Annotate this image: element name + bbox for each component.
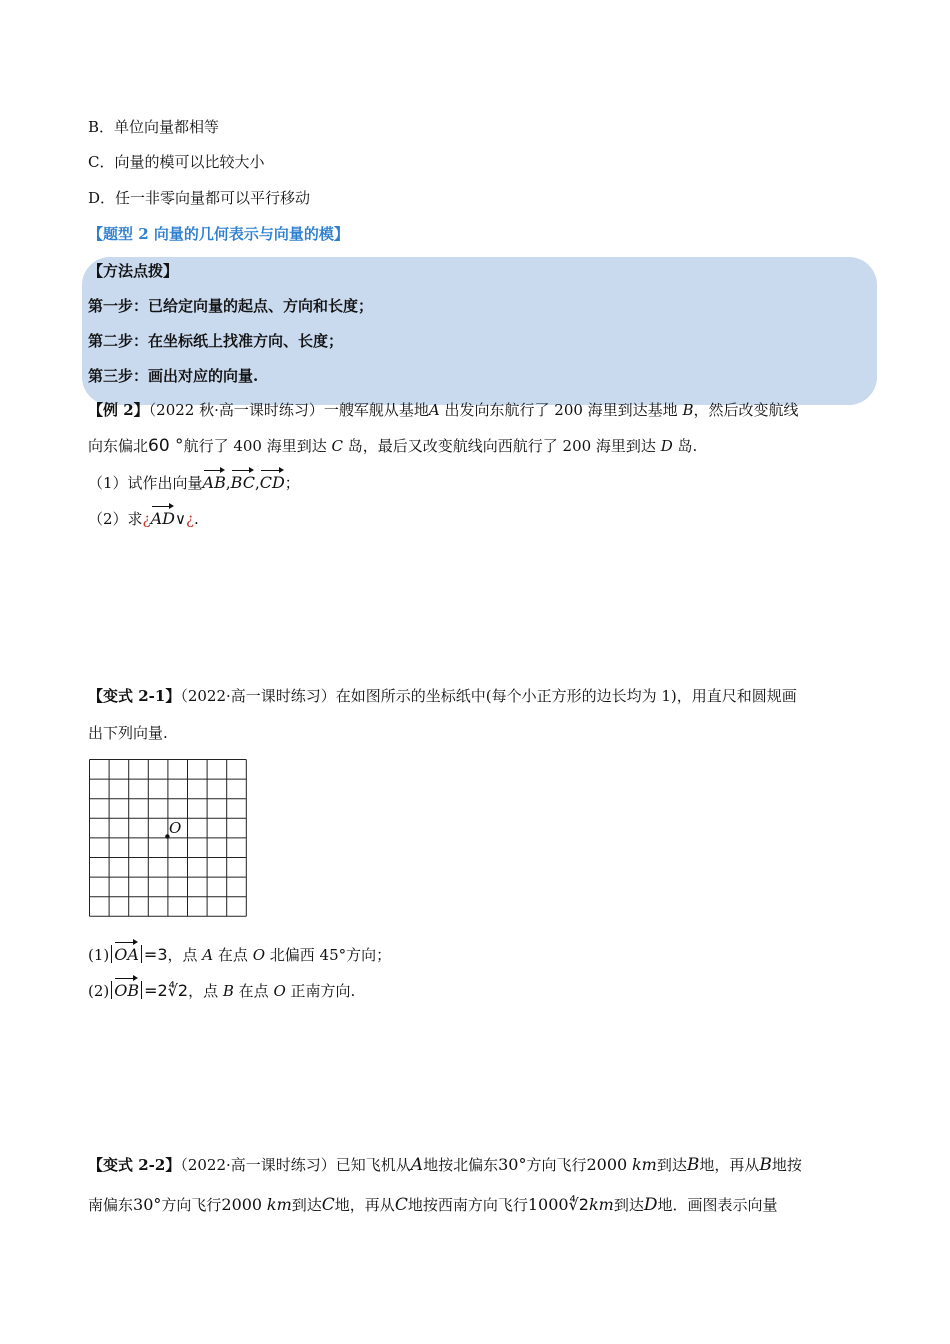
example2-line2	[88, 435, 697, 457]
text-run: =2	[144, 981, 168, 1000]
text-run: 在点	[233, 982, 274, 1000]
example2-line1	[88, 399, 799, 421]
text-run: B	[222, 982, 234, 1000]
text-run: 北偏西 45°方向；	[265, 946, 392, 964]
text-run: ，点	[167, 946, 203, 964]
example2-tag: 【例 2】	[88, 401, 149, 419]
text-run: 地按	[771, 1156, 802, 1174]
norm-bar	[111, 981, 112, 999]
variant22-line1	[88, 1154, 802, 1176]
text-run: B	[759, 1155, 772, 1175]
method-title: 【方法点拨】	[88, 262, 179, 280]
point-b: B	[682, 401, 694, 419]
coordinate-grid	[89, 759, 249, 917]
text-run: ，然后改变航线	[693, 401, 799, 419]
text-run: km	[631, 1155, 657, 1174]
text-run: 岛.	[672, 437, 698, 455]
point-d: D	[660, 437, 673, 455]
text-run: A	[202, 946, 214, 964]
glyph-odd: ¿	[185, 510, 195, 528]
variant22-line2	[88, 1194, 777, 1216]
text-run: ，点	[188, 982, 223, 1000]
text-run: .	[194, 510, 199, 528]
text-run: A	[410, 1155, 424, 1175]
text-run: ∜2	[568, 1195, 589, 1214]
variant21-line1	[88, 685, 797, 707]
text-run: 到达	[656, 1156, 687, 1174]
text-run: 地，再从	[699, 1156, 760, 1174]
text-run: 出发向东航行了 200 海里到达基地	[439, 401, 683, 419]
point-c: C	[331, 437, 343, 455]
text-run: D	[643, 1195, 658, 1215]
text-run: (1)	[88, 946, 110, 964]
text-run: =3	[143, 945, 168, 964]
text-run: ,	[225, 474, 231, 492]
text-run: O	[273, 982, 286, 1000]
variant21-tag: 【变式 2-1】	[88, 687, 181, 705]
text-run: C	[321, 1195, 335, 1215]
text-run: 航行了 400 海里到达	[183, 437, 332, 455]
section-heading: 【题型 2 向量的几何表示与向量的模】	[88, 225, 349, 243]
text-run: （2022·高一课时练习）在如图所示的坐标纸中(每个小正方形的边长均为 1)，用直尺和圆规画	[180, 687, 797, 705]
option-d: D．任一非零向量都可以平行移动	[88, 189, 311, 207]
fourth-root-2: ∜2	[167, 981, 189, 1000]
text-run: 在点	[213, 946, 253, 964]
example2-q2	[88, 508, 199, 530]
glyph-odd: ¿	[142, 510, 151, 528]
glyph-vee: ∨	[174, 510, 186, 528]
vector-ad: AD	[150, 509, 175, 528]
text-run: （1）试作出向量	[88, 474, 203, 492]
text-run: 正南方向.	[285, 982, 356, 1000]
variant21-item2	[88, 980, 355, 1002]
text-run: 地按北偏东	[423, 1156, 499, 1174]
text-run: 到达	[291, 1196, 322, 1214]
angle-60: 60 °	[148, 436, 184, 456]
method-step-3: 第三步：画出对应的向量.	[88, 367, 259, 385]
text-run: （2022·高一课时练习）已知飞机从	[180, 1156, 411, 1174]
example2-q1	[88, 472, 300, 494]
text-run: 地按西南方向飞行	[407, 1196, 528, 1214]
text-run: B	[686, 1155, 700, 1175]
text-run: 向东偏北	[88, 437, 149, 455]
point-a: A	[428, 401, 440, 419]
variant22-tag: 【变式 2-2】	[88, 1156, 181, 1174]
text-run: ；	[284, 474, 300, 492]
text-run: 2000	[586, 1155, 628, 1174]
text-run: 地．画图表示向量	[657, 1196, 778, 1214]
text-run: km	[588, 1195, 614, 1214]
method-step-1: 第一步：已给定向量的起点、方向和长度；	[88, 297, 374, 315]
example2-source: （2022 秋·高一课时练习）一艘军舰从基地	[148, 401, 429, 419]
norm-bar	[141, 981, 142, 999]
text-run: 到达	[613, 1196, 644, 1214]
origin-label: O	[169, 819, 182, 837]
text-run: 地，再从	[334, 1196, 395, 1214]
text-run: 方向飞行	[526, 1156, 587, 1174]
method-step-2: 第二步：在坐标纸上找准方向、长度；	[88, 332, 344, 350]
vector-cd: CD	[259, 473, 285, 492]
text-run: 30°	[498, 1155, 527, 1174]
text-run: (2)	[88, 982, 110, 1000]
option-c: C．向量的模可以比较大小	[88, 153, 265, 171]
text-run: 2000	[221, 1195, 263, 1214]
text-run: 岛，最后又改变航线向西航行了 200 海里到达	[342, 437, 661, 455]
vector-bc: BC	[230, 473, 255, 492]
text-run: C	[394, 1195, 408, 1215]
text-run: 方向飞行	[161, 1196, 222, 1214]
variant21-line2: 出下列向量.	[88, 724, 168, 742]
vector-oa: OA	[114, 945, 139, 964]
text-run: O	[252, 946, 265, 964]
text-run: km	[266, 1195, 292, 1214]
vector-ob: OB	[114, 981, 140, 1000]
vector-ab: AB	[202, 473, 226, 492]
text-run: 1000	[527, 1195, 569, 1214]
option-b: B．单位向量都相等	[88, 118, 220, 136]
text-run: 30°	[133, 1195, 162, 1214]
text-run: （2）求	[88, 510, 143, 528]
text-run: 南偏东	[88, 1196, 134, 1214]
norm-bar	[141, 945, 142, 963]
text-run: ,	[254, 474, 260, 492]
norm-bar	[111, 945, 112, 963]
variant21-item1	[88, 944, 391, 966]
